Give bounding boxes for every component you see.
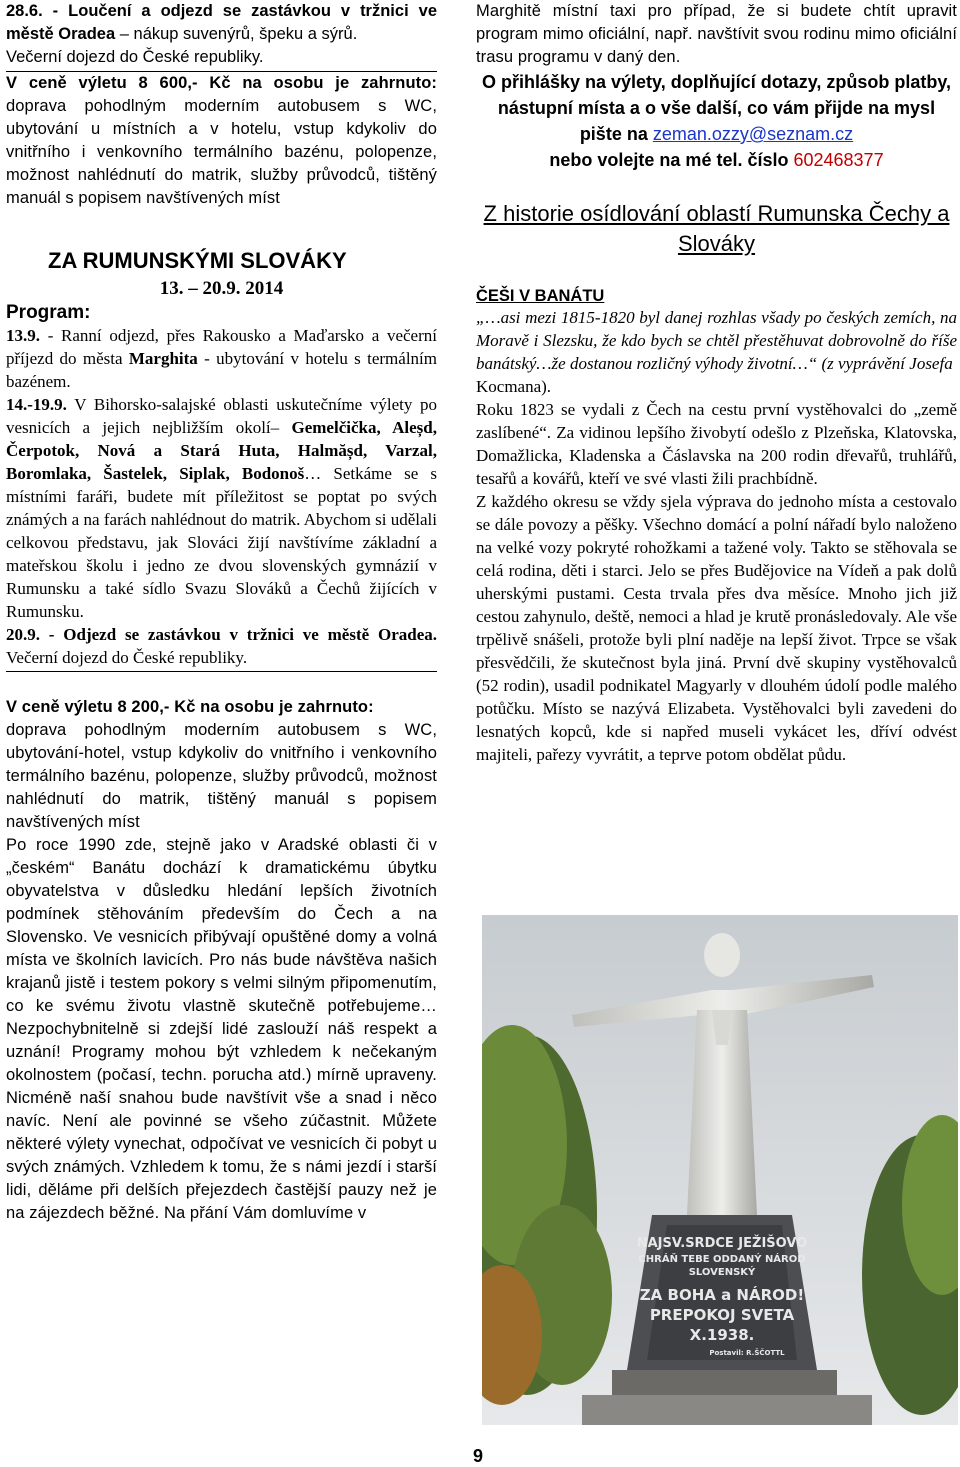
plaque-line-7: Postavil: R.ŠČOTTL	[709, 1349, 785, 1357]
farewell-text: – nákup suvenýrů, špeku a sýrů.	[115, 25, 358, 43]
contact-block	[476, 69, 957, 173]
day-2-text-b: … Setkáme se s místními faráři, budete mít příležitost se poptat po svých známých a na farách nahlédnout do matrik. Abychom si udělali celkovou představu, jak Slováci žijí navštívíme základní a mateřskou školu i jedno ze dvou slovenských gymnázií v Rumunsku a také sídlo Svazu Slováků a Čechů žijících v Rumunsku.	[6, 464, 437, 621]
day-1-date: 13.9.	[6, 326, 40, 345]
left-column	[6, 0, 437, 1225]
program-label: Program:	[6, 302, 91, 323]
price-heading-2: V ceně výletu 8 200,- Kč na osobu je zahrnuto:	[6, 698, 374, 716]
plaque-line-1: NAJSV.SRDCE JEŽIŠOVO	[636, 1236, 808, 1251]
day-1-city: Marghita	[128, 349, 198, 368]
day-2-paragraph	[6, 393, 437, 623]
history-title	[476, 199, 957, 259]
quote-end: Kocmana).	[476, 377, 552, 396]
farewell-bold: 28.6. - Loučení a odjezd se zastávkou v tržnici ve městě	[6, 2, 437, 43]
price-paragraph-1	[6, 72, 437, 210]
day-1-paragraph	[6, 324, 437, 393]
plaque-line-2: CHRÁŇ TEBE ODDANÝ NÁROD	[638, 1254, 806, 1265]
price-heading-1: V ceně výletu 8 600,- Kč na osobu je zahrnuto:	[6, 74, 437, 92]
day-1-text-b: - ubytování v hotelu s termálním bazénem.	[6, 349, 437, 391]
day-2-date: 14.-19.9.	[6, 395, 67, 414]
tour-dates: 13. – 20.9. 2014	[159, 278, 284, 299]
history-paragraph-2: Z každého okresu se vždy sjela výprava do jednoho místa a cestovalo se dále povozy a pěšky. Všechno domácí a polní nářadí bylo naloženo na velké vozy pokryté rohožkami a tažené voly. Takto se stěhovala se celá rodina, děti i starci. Jelo se přes Budějovice na Vídeň a pak dolů uherskými pustami. Cesta trvala přes dva měsíce. Mnoho jich již cestou zahynulo, deště, nemoci a hlad je krutě pronásledovaly. Ale vše trpělivě snášeli, protože byli plní naděje na lepší život. Trpce se však přesvědčili, že skutečnost byla jiná. První dvě skupiny vystěhovalců (52 rodin), usadil podnikatel Magyarly v dlouhém údolí podle malého potůčku. Místo se nazývá Elizabeta. Vystěhovalci byli zavedeni do lesnatých kopců, kde si napřed museli vykácet les, dříví odvést majiteli, pařezy vyvrátit, a teprve potom obdělat půdu.	[476, 492, 957, 764]
day-2-places: Gemelčička, Aleșd, Čerpotok, Nová a Stará Huta, Halmășd, Varzal, Boromlaka, Šastelek, Siplak, Bodonoš	[6, 418, 437, 483]
day-2-text-a: V Bihorsko-salajské oblasti uskutečníme výlety po vesnicích a jejich nejbližším okolí–	[6, 395, 437, 437]
email-link[interactable]: zeman.ozzy@seznam.cz	[652, 124, 854, 144]
phone-number: 602468377	[793, 150, 884, 170]
farewell-return: Večerní dojezd do České republiky.	[6, 48, 264, 66]
plaque-line-4: ZA BOHA a NÁROD!	[639, 1286, 805, 1304]
quote-paragraph	[476, 306, 957, 398]
day-3-bold: 20.9. - Odjezd se zastávkou v tržnici ve městě Oradea.	[6, 625, 437, 644]
continued-paragraph: Marghitě místní taxi pro případ, že si budete chtít upravit program mimo oficiální, např. navštívit svou rodinu mimo oficiální trasu programu v daný den.	[476, 2, 957, 66]
plaque-line-3: SLOVENSKÝ	[688, 1267, 756, 1278]
contact-phone-text: nebo volejte na mé tel. číslo	[549, 150, 794, 170]
farewell-paragraph	[6, 0, 437, 69]
price-text-1: doprava pohodlným moderním autobusem s WC, ubytování u místních a v hotelu, vstup kdykoliv do vnitřního i venkovního termálního bazénu, polopenze, možnost nahlédnutí do matrik, služby průvodců, tištěný manuál s popisem navštívených míst	[6, 97, 437, 207]
plaque-line-5: PREPOKOJ SVETA	[649, 1306, 795, 1324]
contact-text: O přihlášky na výlety, doplňující dotazy, způsob platby, nástupní místa a o vše další, co vám přijde na mysl pište na	[481, 72, 952, 144]
history-paragraph-1: Roku 1823 se vydali z Čech na cestu první vystěhovalci do „země zaslíbené“. Za vidinou lepšího živobytí odešlo z Plzeňska, Klatovska, Domažlicka, Kladenska a Čáslavska na 200 rodin dřevařů, truhlářů, tesařů a kovářů, kteří ve své vlasti žili prachbídně.	[476, 400, 957, 488]
tour-title: ZA RUMUNSKÝMI SLOVÁKY	[48, 248, 347, 273]
day-3-text: Večerní dojezd do České republiky.	[6, 648, 248, 667]
right-column	[476, 0, 957, 766]
day-3-paragraph	[6, 623, 437, 669]
section-heading: ČEŠI V BANÁTU	[476, 287, 605, 305]
quote-text: „…asi mezi 1815-1820 byl danej rozhlas všady po českých zemích, na Moravě i Slezsku, že kdo bych se chtěl přestěhuvat dobrovolně do říše banátský…že dostanou rozličný výhody životní…“ (z vyprávění Josefa	[476, 308, 957, 373]
note-paragraph: Po roce 1990 zde, stejně jako v Aradské oblasti či v „českém“ Banátu dochází k dramatickému úbytku obyvatelstva v důsledku hledání lepších životních podmínek stěhováním především do Čech a na Slovensko. Ve vesnicích přibývají opuštěné domy a volná místa ve školních lavicích. Pro nás bude návštěva našich krajanů jistě i testem pokory s velmi silným připomenutím, co ke svému životu vlastně skutečně potřebujeme…Nezpochybnitelně si zdejší lidé zaslouží náš respekt a uznání! Programy mohou být vzhledem k nečekaným okolnostem (počasí, techn. porucha atd.) mírně upraveny. Nicméně naší snahou bude navštívit vše a snad i něco navíc. Není ale povinné se všeho zúčastnit. Můžete některé výlety vynechat, odpočívat ve vesnicích či pobyt u svých známých. Vzhledem k tomu, že s námi jezdí i starší lidi, děláme při delších přejezdech častější pauzy než je na zájezdech běžné. Na přání Vám domluvíme v	[6, 836, 437, 1222]
farewell-city: Oradea	[58, 25, 116, 43]
statue-illustration	[482, 915, 958, 1425]
plaque-line-6: X.1938.	[689, 1326, 755, 1344]
page-number: 9	[473, 1446, 484, 1466]
price-paragraph-2	[6, 696, 437, 834]
day-1-text-a: - Ranní odjezd, přes Rakousko a Maďarsko a večerní příjezd do města	[6, 326, 437, 368]
jesus-statue-photo	[482, 915, 958, 1425]
divider-2	[6, 671, 437, 672]
price-text-2: doprava pohodlným moderním autobusem s WC, ubytování-hotel, vstup kdykoliv do vnitřního i venkovního termálního bazénu, polopenze, služby průvodců, možnost nahlédnutí do matrik, tištěný manuál s popisem navštívených míst	[6, 721, 437, 831]
history-title-text: Z historie osídlování oblastí Rumunska Čechy a Slováky	[483, 201, 950, 256]
